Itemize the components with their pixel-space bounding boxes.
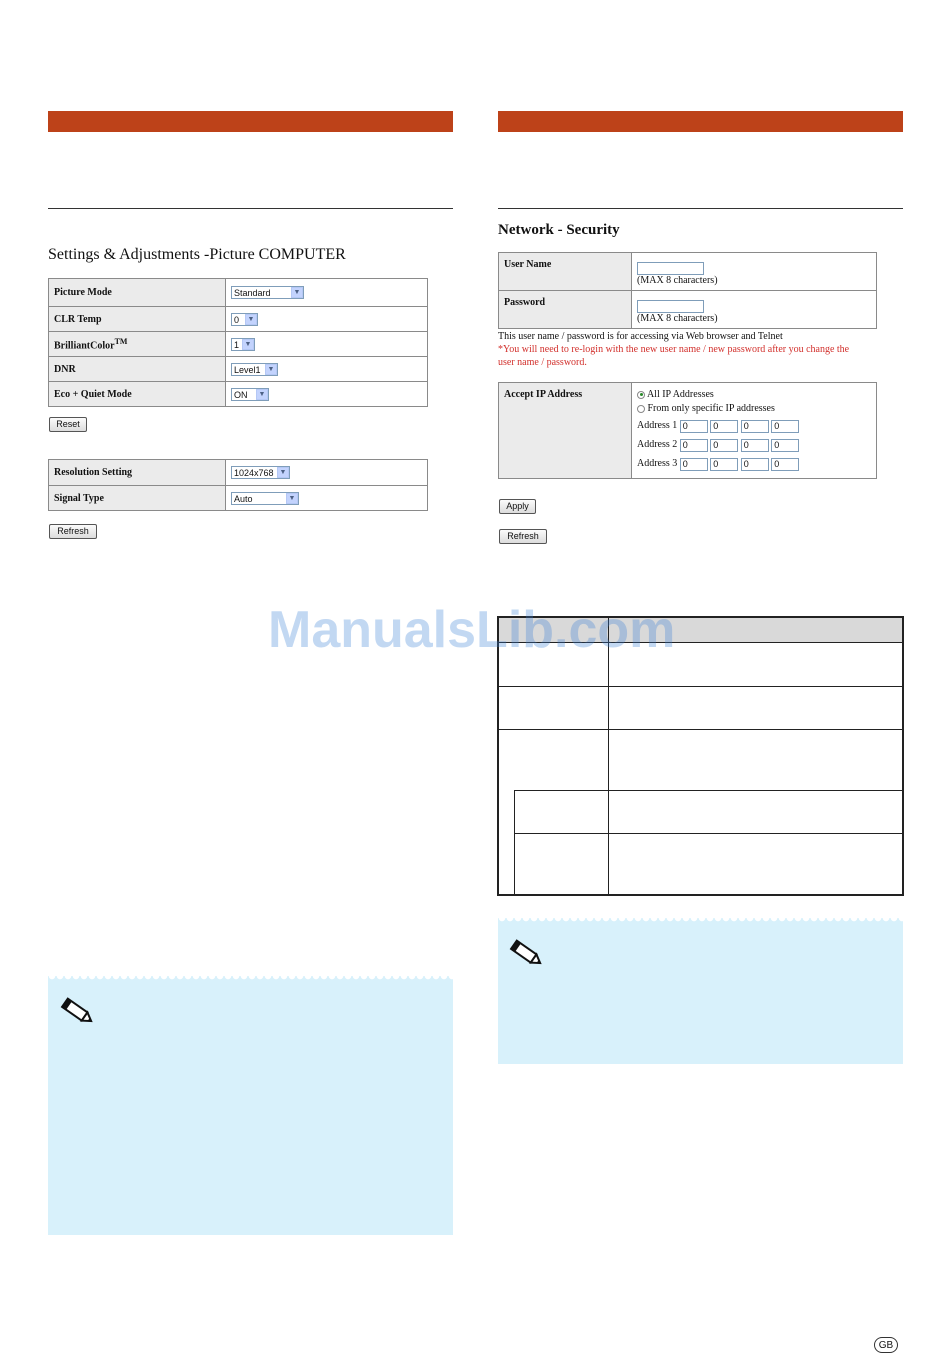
user-name-hint: (MAX 8 characters) bbox=[637, 274, 718, 286]
description-table-row-line bbox=[499, 729, 902, 730]
chevron-down-icon: ▼ bbox=[256, 389, 268, 400]
address-2-octet-1[interactable]: 0 bbox=[680, 439, 708, 452]
language-badge: GB bbox=[874, 1337, 898, 1353]
picture-mode-label: Picture Mode bbox=[49, 279, 226, 307]
address-1-octet-2[interactable]: 0 bbox=[710, 420, 738, 433]
description-table-row-line bbox=[514, 790, 902, 791]
relogin-warning-line1: *You will need to re-login with the new user name / new password after you change the bbox=[498, 344, 850, 355]
pencil-icon bbox=[54, 993, 96, 1029]
relogin-warning-line2: user name / password. bbox=[498, 357, 587, 368]
password-input[interactable] bbox=[637, 300, 704, 313]
watermark: ManualsLib.com bbox=[268, 601, 676, 659]
pencil-icon bbox=[503, 935, 545, 971]
accept-ip-table bbox=[498, 382, 877, 479]
description-table-sub-indent bbox=[514, 790, 515, 894]
right-page-title: Network - Security bbox=[498, 222, 620, 238]
brilliantcolor-label: BrilliantColor™ bbox=[49, 332, 226, 357]
reset-button[interactable]: Reset bbox=[49, 417, 87, 432]
left-page-title: Settings & Adjustments -Picture COMPUTER bbox=[48, 246, 346, 263]
radio-all-ip-control[interactable] bbox=[637, 391, 645, 399]
eco-quiet-mode-select[interactable]: ON ▼ bbox=[231, 388, 269, 401]
resolution-setting-cell bbox=[226, 460, 428, 486]
note-box-left bbox=[48, 976, 453, 1235]
password-label: Password bbox=[499, 291, 632, 329]
address-3-octet-2[interactable]: 0 bbox=[710, 458, 738, 471]
refresh-button-left[interactable]: Refresh bbox=[49, 524, 97, 539]
address-1-octet-4[interactable]: 0 bbox=[771, 420, 799, 433]
radio-all-ip[interactable]: All IP Addresses bbox=[637, 388, 871, 402]
chevron-down-icon: ▼ bbox=[286, 493, 298, 504]
signal-settings-table bbox=[48, 459, 428, 511]
dnr-select[interactable]: Level1 ▼ bbox=[231, 363, 278, 376]
chevron-down-icon: ▼ bbox=[291, 287, 303, 298]
clr-temp-label: CLR Temp bbox=[49, 307, 226, 332]
right-header-bar bbox=[498, 111, 903, 132]
eco-quiet-mode-cell bbox=[226, 382, 428, 407]
accept-ip-label: Accept IP Address bbox=[499, 383, 632, 479]
address-2-octet-3[interactable]: 0 bbox=[741, 439, 769, 452]
user-name-label: User Name bbox=[499, 253, 632, 291]
eco-quiet-mode-label: Eco + Quiet Mode bbox=[49, 382, 226, 407]
left-divider bbox=[48, 208, 453, 209]
note-box-right bbox=[498, 918, 903, 1064]
description-table-row-line bbox=[514, 833, 902, 834]
address-3-octet-1[interactable]: 0 bbox=[680, 458, 708, 471]
description-table-row-line bbox=[499, 686, 902, 687]
resolution-setting-label: Resolution Setting bbox=[49, 460, 226, 486]
note-box-edge bbox=[498, 918, 903, 926]
clr-temp-select[interactable]: 0 ▼ bbox=[231, 313, 258, 326]
password-cell bbox=[632, 291, 877, 329]
dnr-label: DNR bbox=[49, 357, 226, 382]
address-3-octet-4[interactable]: 0 bbox=[771, 458, 799, 471]
chevron-down-icon: ▼ bbox=[245, 314, 257, 325]
user-name-input[interactable] bbox=[637, 262, 704, 275]
address-row-2: Address 2 0 0 0 0 bbox=[637, 438, 871, 457]
signal-type-select[interactable]: Auto ▼ bbox=[231, 492, 299, 505]
accept-ip-cell bbox=[632, 383, 877, 479]
resolution-setting-select[interactable]: 1024x768 ▼ bbox=[231, 466, 290, 479]
address-1-octet-1[interactable]: 0 bbox=[680, 420, 708, 433]
address-2-octet-4[interactable]: 0 bbox=[771, 439, 799, 452]
radio-specific-ip-control[interactable] bbox=[637, 405, 645, 413]
refresh-button-right[interactable]: Refresh bbox=[499, 529, 547, 544]
picture-mode-select[interactable]: Standard ▼ bbox=[231, 286, 304, 299]
radio-specific-ip[interactable]: From only specific IP addresses bbox=[637, 402, 871, 416]
address-row-1: Address 1 0 0 0 0 bbox=[637, 419, 871, 438]
address-2-octet-2[interactable]: 0 bbox=[710, 439, 738, 452]
credentials-info-text: This user name / password is for accessing via Web browser and Telnet bbox=[498, 331, 783, 342]
right-divider bbox=[498, 208, 903, 209]
picture-mode-cell bbox=[226, 279, 428, 307]
chevron-down-icon: ▼ bbox=[265, 364, 277, 375]
address-1-octet-3[interactable]: 0 bbox=[741, 420, 769, 433]
address-3-octet-3[interactable]: 0 bbox=[741, 458, 769, 471]
signal-type-label: Signal Type bbox=[49, 486, 226, 511]
clr-temp-cell bbox=[226, 307, 428, 332]
brilliantcolor-cell bbox=[226, 332, 428, 357]
user-name-cell bbox=[632, 253, 877, 291]
dnr-cell bbox=[226, 357, 428, 382]
password-hint: (MAX 8 characters) bbox=[637, 312, 718, 324]
left-header-bar bbox=[48, 111, 453, 132]
note-box-edge bbox=[48, 976, 453, 984]
chevron-down-icon: ▼ bbox=[277, 467, 289, 478]
address-row-3: Address 3 0 0 0 0 bbox=[637, 457, 871, 476]
brilliantcolor-select[interactable]: 1 ▼ bbox=[231, 338, 255, 351]
apply-button[interactable]: Apply bbox=[499, 499, 536, 514]
chevron-down-icon: ▼ bbox=[242, 339, 254, 350]
signal-type-cell bbox=[226, 486, 428, 511]
picture-settings-table bbox=[48, 278, 428, 407]
credentials-table bbox=[498, 252, 877, 329]
